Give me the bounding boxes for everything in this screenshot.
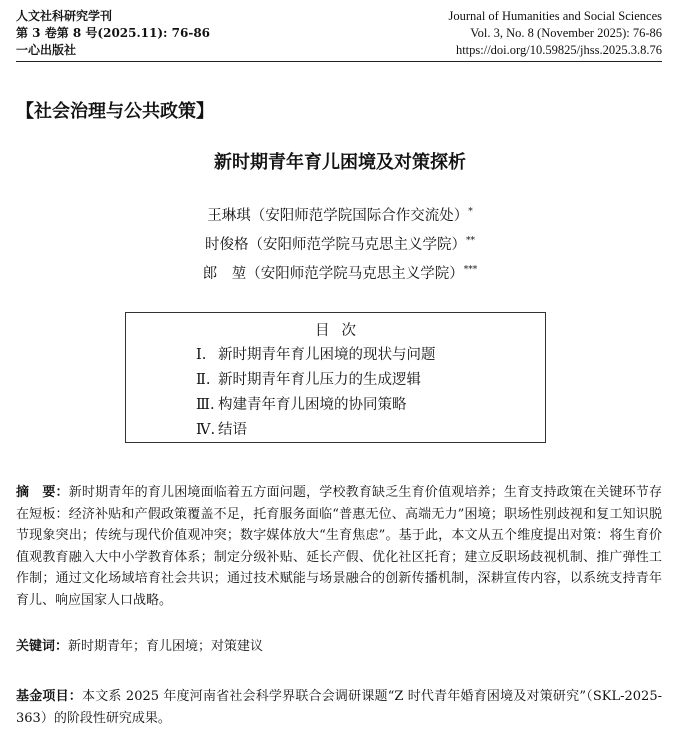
author-2-footnote-mark[interactable]: **: [466, 236, 475, 246]
toc-item[interactable]: Ⅳ. 结语: [196, 422, 247, 438]
fund-text: 本文系 2025 年度河南省社会科学界联合会调研课题“Z 时代青年婚育困境及对策研究”（SKL-2025-363）的阶段性研究成果。: [16, 689, 662, 726]
toc-title: 目次: [315, 323, 368, 339]
keywords: [16, 636, 662, 658]
header-left: [16, 8, 210, 59]
journal-name-cn: 人文社科研究学刊: [16, 9, 113, 23]
issue-info-en: Vol. 3, No. 8 (November 2025): 76-86: [470, 26, 662, 40]
toc-item[interactable]: Ⅲ. 构建青年育儿困境的协同策略: [196, 397, 407, 413]
page-header: [16, 8, 662, 64]
section-tag: 【社会治理与公共政策】: [16, 101, 214, 122]
author-list: [0, 200, 680, 287]
doi-link[interactable]: https://doi.org/10.59825/jhss.2025.3.8.76: [455, 43, 662, 57]
table-of-contents: [125, 312, 546, 443]
fund-label: 基金项目：: [16, 689, 82, 704]
abstract: [16, 482, 662, 612]
issue-info-cn: 第 3 卷第 8 号(2025.11): 76-86: [16, 26, 211, 40]
keywords-text: 新时期青年；育儿困境；对策建议: [68, 639, 264, 654]
header-right: [449, 8, 663, 59]
toc-item[interactable]: Ⅱ. 新时期青年育儿压力的生成逻辑: [196, 372, 421, 388]
journal-name-en: Journal of Humanities and Social Sciences: [448, 9, 662, 23]
author-1-footnote-mark[interactable]: *: [468, 207, 473, 217]
keywords-label: 关键词：: [16, 639, 69, 654]
author-2: 时俊格（安阳师范学院马克思主义学院）**: [205, 236, 475, 253]
abstract-text: 新时期青年的育儿困境面临着五方面问题，学校教育缺乏生育价值观培养；生育支持政策在关键环节存在短板：经济补贴和产假政策覆盖不足，托育服务面临“普惠无位、高端无力”困境；职场性别歧视和复工知识脱节现象突出；传统与现代价值观冲突；数字媒体放大“生育焦虑”。基于此，本文从五个维度提出对策：将生育价值观教育融入大中小学教育体系；制定分级补贴、延长产假、优化社区托育；建立反职场歧视机制、推广弹性工作制；通过文化场域培育社会共识；通过技术赋能与场景融合的创新传播机制，深耕宣传内容，以系统支持青年育儿、响应国家人口战略。: [16, 485, 662, 608]
fund-statement: [16, 686, 662, 729]
author-3-footnote-mark[interactable]: ***: [463, 265, 478, 275]
toc-item[interactable]: Ⅰ. 新时期青年育儿困境的现状与问题: [196, 347, 436, 363]
abstract-label: 摘 要：: [16, 485, 69, 500]
toc-list: [126, 343, 545, 443]
header-divider: [16, 61, 662, 62]
paper-title: 新时期青年育儿困境及对策探析: [214, 152, 466, 173]
author-1: 王琳琪（安阳师范学院国际合作交流处）*: [207, 207, 473, 224]
publisher-cn: 一心出版社: [16, 43, 77, 57]
author-3: 郎 堃（安阳师范学院马克思主义学院）***: [202, 265, 478, 282]
